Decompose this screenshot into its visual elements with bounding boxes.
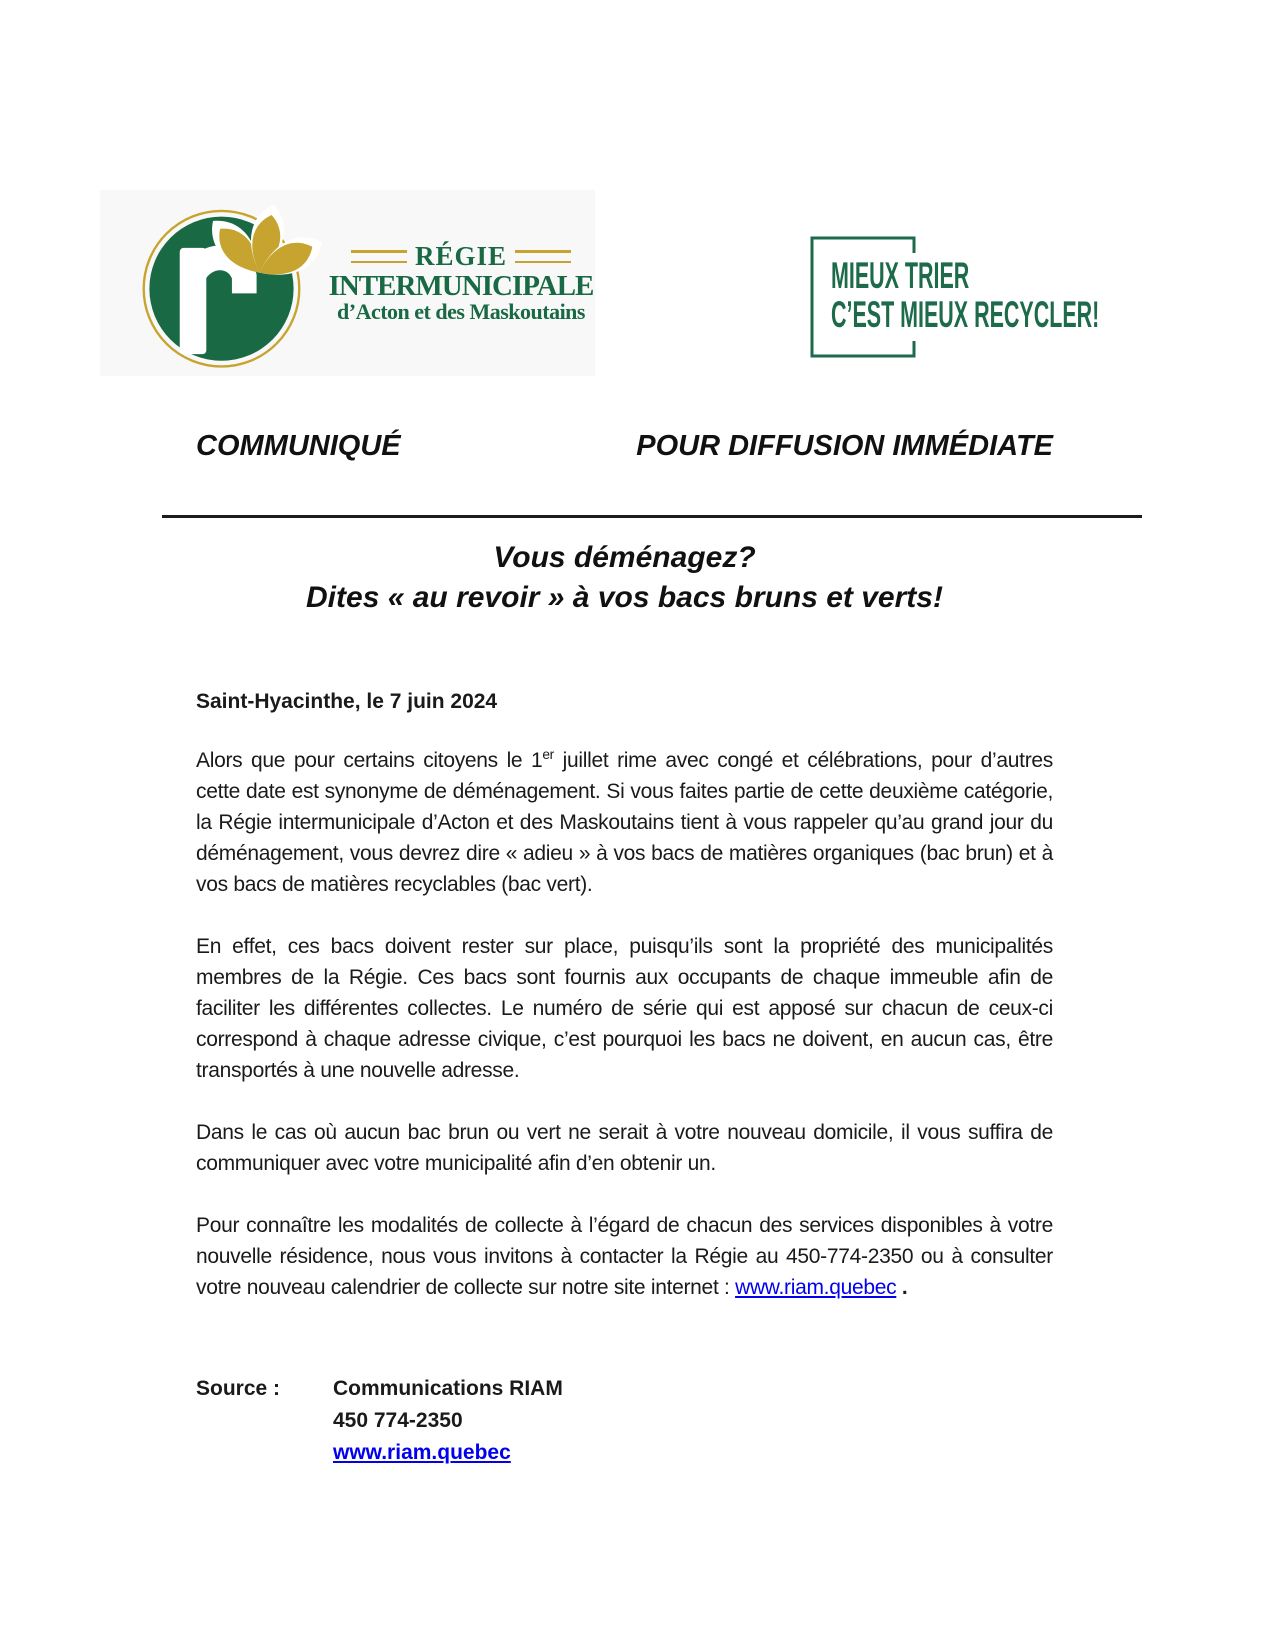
gold-rule-right-icon	[515, 250, 571, 263]
riam-logo-icon	[138, 195, 323, 371]
page-title	[196, 538, 1053, 618]
diffusion-immediate-label: POUR DIFFUSION IMMÉDIATE	[636, 430, 1053, 462]
document-type-row	[196, 430, 1053, 463]
logo-regie-text: RÉGIE	[414, 241, 508, 272]
riam-website-link[interactable]: www.riam.quebec	[735, 1276, 897, 1299]
title-line-1: Vous déménagez?	[493, 541, 756, 574]
paragraph-2: En effet, ces bacs doivent rester sur place, puisqu’ils sont la propriété des municipalités membres de la Régie. Ces bacs sont fournis aux occupants de chaque immeuble afin de faciliter les différentes collectes. Le numéro de série qui est apposé sur chacun de ceux-ci correspond à chaque adresse civique, c’est pourquoi les bacs ne doivent, en aucun cas, être transportés à une nouvelle adresse.	[196, 935, 1053, 1082]
source-website-link[interactable]: www.riam.quebec	[333, 1441, 511, 1464]
source-block	[196, 1373, 1053, 1469]
paragraph-1-text-start: Alors que pour certains citoyens le 1	[196, 749, 543, 772]
horizontal-rule	[162, 515, 1142, 518]
riam-logo-wordmark	[327, 242, 595, 323]
paragraph-1	[196, 745, 1053, 900]
dateline: Saint-Hyacinthe, le 7 juin 2024	[196, 690, 498, 713]
communique-label: COMMUNIQUÉ	[196, 430, 401, 462]
logo-acton-maskoutains-text: d’Acton et des Maskoutains	[337, 298, 585, 324]
source-phone: 450 774-2350	[333, 1409, 463, 1432]
gold-rule-left-icon	[351, 250, 407, 263]
title-line-2: Dites « au revoir » à vos bacs bruns et verts!	[306, 581, 943, 614]
paragraph-4	[196, 1210, 1053, 1303]
document-body	[196, 530, 1053, 1469]
paragraph-4-text-start: Pour connaître les modalités de collecte à l’égard de chacun des services disponibles à votre nouvelle résidence, nous vous invitons à contacter la Régie au 450-774-2350 ou à consulter votre nouveau calendrier de collecte sur notre site internet :	[196, 1214, 1053, 1299]
slogan-text	[831, 256, 1099, 334]
source-details	[333, 1373, 563, 1469]
slogan-line-1: MIEUX TRIER	[831, 255, 970, 296]
paragraph-4-text-end: .	[896, 1276, 908, 1299]
paragraph-1-text-end: juillet rime avec congé et célébrations, pour d’autres cette date est synonyme de déménagement. Si vous faites partie de cette deuxième catégorie, la Régie intermunicipale d’Acton et des Maskoutains tient à vous rappeler qu’au grand jour du déménagement, vous devrez dire « adieu » à vos bacs de matières organiques (bac brun) et à vos bacs de matières recyclables (bac vert).	[196, 749, 1053, 896]
superscript-er: er	[542, 747, 554, 762]
source-name: Communications RIAM	[333, 1377, 563, 1400]
slogan-line-2: C’EST MIEUX RECYCLER!	[831, 294, 1100, 335]
source-label: Source :	[196, 1377, 281, 1400]
riam-logo	[100, 190, 595, 376]
slogan-badge	[810, 236, 1110, 358]
logo-intermunicipale-text: INTERMUNICIPALE	[328, 269, 594, 302]
paragraph-3: Dans le cas où aucun bac brun ou vert ne serait à votre nouveau domicile, il vous suffira de communiquer avec votre municipalité afin d’en obtenir un.	[196, 1121, 1053, 1175]
